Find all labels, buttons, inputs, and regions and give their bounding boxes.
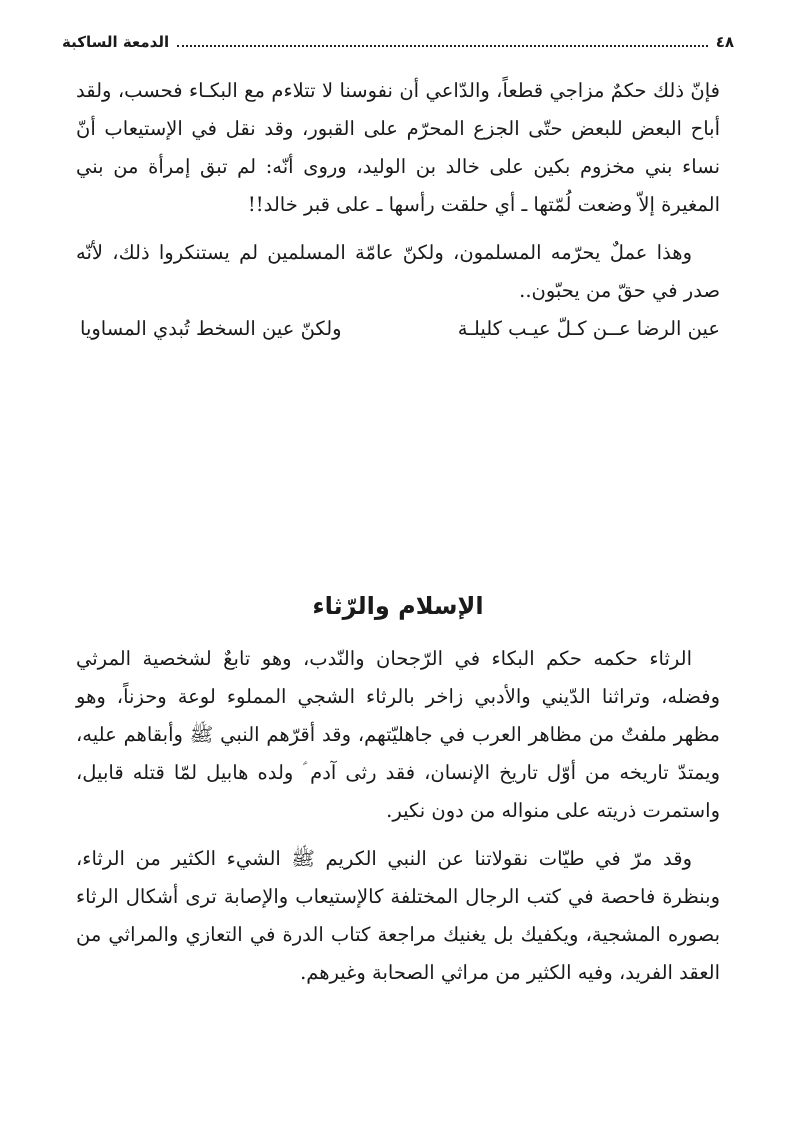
- paragraph: وهذا عملٌ يحرّمه المسلمون، ولكنّ عامّة المسلمين لم يستنكروا ذلك، لأنّه صدر في حقّ من يحبّون..: [76, 241, 720, 302]
- running-header: [62, 30, 734, 54]
- verse-first-hemistich: عين الرضا عــن كـلّ عيـب كليلـة: [457, 317, 720, 340]
- section-title: الإسلام والرّثاء: [312, 592, 484, 620]
- section-2-text: [76, 640, 720, 992]
- paragraph: الرثاء حكمه حكم البكاء في الرّجحان والنّدب، وهو تابعٌ لشخصية المرثي وفضله، وتراثنا الدّيني والأدبي زاخر بالرثاء الشجي المملوء لوعة وحزناً، وهو مظهر ملفتٌ من مظاهر العرب في جاهليّتهم، وقد أقرّهم النبي ﷺ وأبقاهم عليه، ويمتدّ تاريخه من أوّل تاريخ الإنسان، فقد رثى آدم ؑ ولده هابيل لمّا قتله قابيل، واستمرت ذريته على منواله من دون نكير.: [76, 647, 720, 822]
- header-dot-leader: [177, 45, 708, 47]
- paragraph: فإنّ ذلك حكمٌ مزاجي قطعاً، والدّاعي أن نفوسنا لا تتلاءم مع البكـاء فحسب، ولقد أباح البعض للبعض حتّى الجزع المحرّم على القبور، وقد نقل في الإستيعاب أنّ نساء بني مخزوم بكين على خالد بن الوليد، وروى أنّه: لم تبق إمرأة من بني المغيرة إلاّ وضعت لُمّتها ـ أي حلقت رأسها ـ على قبر خالد!!: [76, 79, 720, 216]
- book-title: الدمعة الساكبة: [62, 33, 170, 51]
- poetry-verse: [76, 310, 720, 348]
- section-1-text: [76, 72, 720, 348]
- paragraph: وقد مرّ في طيّات نقولاتنا عن النبي الكريم ﷺ الشيء الكثير من الرثاء، وبنظرة فاحصة في كتب الرجال المختلفة كالإستيعاب والإصابة ترى أشكال الرثاء بصوره المشجية، ويكفيك بل يغنيك مراجعة كتاب الدرة في التعازي والمراثي من العقد الفريد، وفيه الكثير من مراثي الصحابة وغيرهم.: [76, 847, 720, 984]
- page-number: ٤٨: [715, 33, 734, 51]
- verse-second-hemistich: ولكنّ عين السخط تُبدي المساويا: [80, 317, 342, 340]
